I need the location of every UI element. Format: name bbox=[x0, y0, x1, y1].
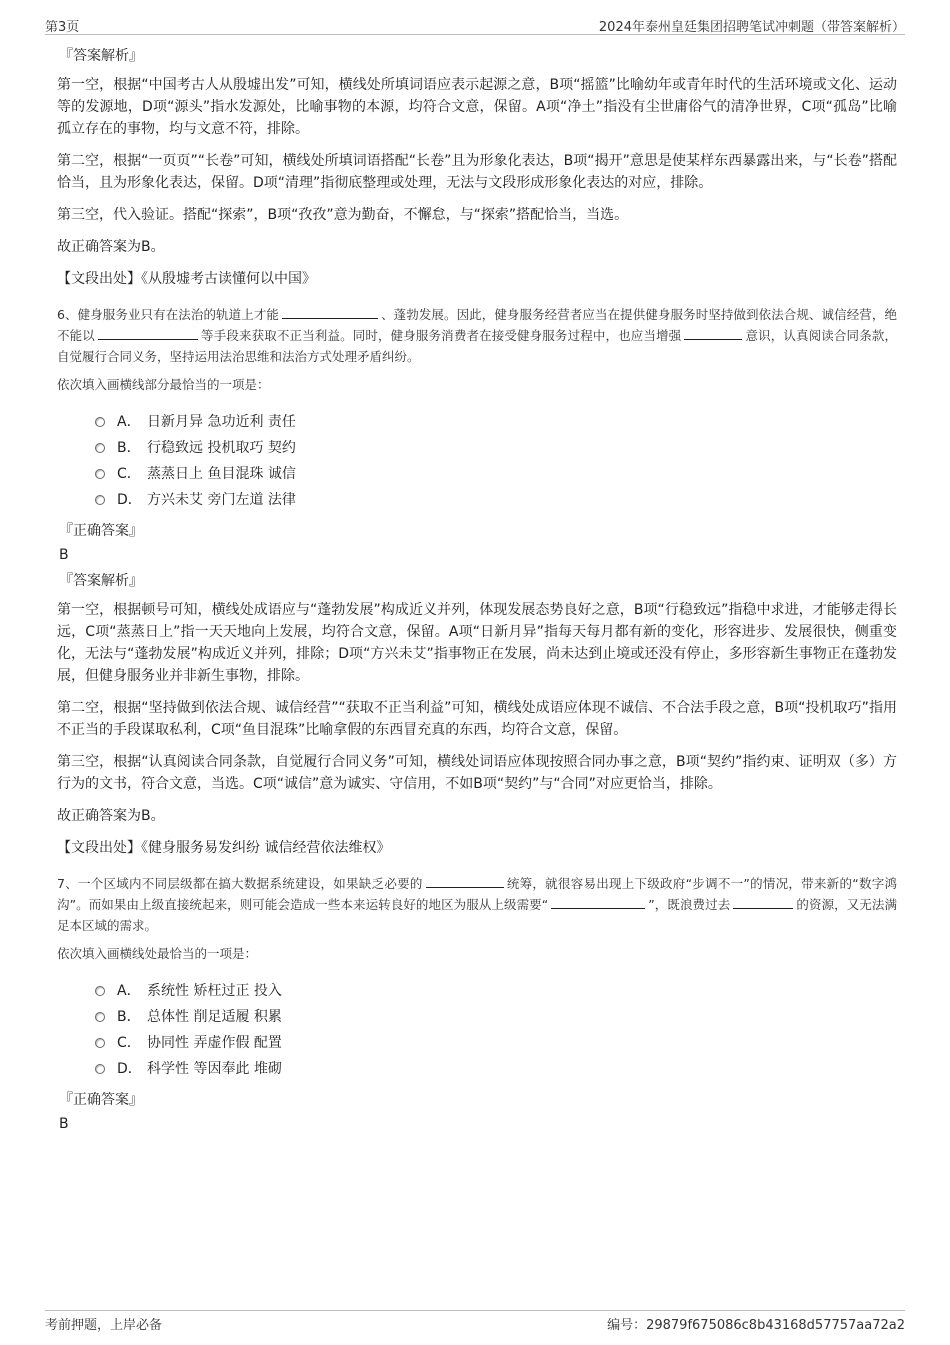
page-content bbox=[57, 40, 897, 1138]
blank-line bbox=[98, 327, 198, 340]
radio-icon[interactable] bbox=[95, 1012, 105, 1022]
answer-heading: 『正确答案』 bbox=[59, 1092, 143, 1108]
blank-line bbox=[426, 875, 504, 888]
blank-line bbox=[282, 306, 378, 319]
footer-slogan: 考前押题，上岸必备 bbox=[45, 1318, 163, 1333]
analysis-paragraph: 第一空，根据“中国考古人从殷墟出发”可知，横线处所填词语应表示起源之意，B项“摇篮”比喻幼年或青年时代的生活环境或文化、运动等的发源地，D项“源头”指水发源处，比喻事物的本源，均符合文意，保留。A项“净土”指没有尘世庸俗气的清净世界，C项“孤岛”比喻孤立存在的事物，均与文意不符，排除。 bbox=[57, 77, 897, 137]
radio-icon[interactable] bbox=[95, 1064, 105, 1074]
answer-value: B bbox=[59, 547, 69, 563]
question-6-text: 6、健身服务业只有在法治的轨道上才能 、蓬勃发展。因此，健身服务经营者应当在提供健身服务时坚持做到依法合规、诚信经营，绝不能以 等手段来获取不正当利益。同时，健身服务消费者在接受健身服务过程中，也应当增强 意识，认真阅读合同条款，自觉履行合同义务，坚持运用法治思维和法治方式处理矛盾纠纷。 bbox=[57, 307, 897, 364]
conclusion-paragraph: 故正确答案为B。 bbox=[57, 808, 165, 824]
page-number: 第3页 bbox=[45, 20, 80, 35]
answer-heading: 『正确答案』 bbox=[59, 523, 143, 539]
option-d[interactable]: D． 科学性 等因奉此 堆砌 bbox=[95, 1056, 897, 1082]
question-6-options bbox=[95, 409, 897, 513]
blank-line bbox=[551, 896, 645, 909]
option-b[interactable]: B． 总体性 削足适履 积累 bbox=[95, 1004, 897, 1030]
question-7-prompt: 依次填入画横线处最恰当的一项是： bbox=[57, 946, 258, 961]
analysis-heading: 『答案解析』 bbox=[59, 573, 143, 589]
option-d[interactable]: D． 方兴未艾 旁门左道 法律 bbox=[95, 487, 897, 513]
option-a[interactable]: A． 系统性 矫枉过正 投入 bbox=[95, 978, 897, 1004]
analysis-heading: 『答案解析』 bbox=[59, 48, 143, 64]
source-citation: 【文段出处】《健身服务易发纠纷 诚信经营依法维权》 bbox=[57, 840, 391, 856]
answer-value: B bbox=[59, 1116, 69, 1132]
page-header bbox=[45, 14, 905, 35]
document-title: 2024年泰州皇廷集团招聘笔试冲刺题（带答案解析） bbox=[598, 20, 905, 35]
analysis-paragraph: 第二空，根据“一页页”“长卷”可知，横线处所填词语搭配“长卷”且为形象化表达，B项“揭开”意思是使某样东西暴露出来，与“长卷”搭配恰当，且为形象化表达，保留。D项“清理”指彻底整理或处理，无法与文段形成形象化表达的对应，排除。 bbox=[57, 153, 897, 191]
option-a[interactable]: A． 日新月异 急功近利 责任 bbox=[95, 409, 897, 435]
source-citation: 【文段出处】《从殷墟考古读懂何以中国》 bbox=[57, 271, 316, 287]
document-code: 编号：29879f675086c8b43168d57757aa72a2 bbox=[607, 1318, 905, 1333]
radio-icon[interactable] bbox=[95, 1038, 105, 1048]
analysis-paragraph: 第二空，根据“坚持做到依法合规、诚信经营”“获取不正当利益”可知，横线处成语应体现不诚信、不合法手段之意，B项“投机取巧”指用不正当的手段谋取私利，C项“鱼目混珠”比喻拿假的东西冒充真的东西，均符合文意，保留。 bbox=[57, 700, 897, 738]
blank-line bbox=[733, 896, 793, 909]
analysis-paragraph: 第一空，根据顿号可知，横线处成语应与“蓬勃发展”构成近义并列，体现发展态势良好之意，B项“行稳致远”指稳中求进，才能够走得长远，C项“蒸蒸日上”指一天天地向上发展，均符合文意，保留。A项“日新月异”指每天每月都有新的变化，形容进步、发展很快，侧重变化，无法与“蓬勃发展”构成近义并列，排除；D项“方兴未艾”指事物正在发展，尚未达到止境或还没有停止，多形容新生事物正在蓬勃发展，但健身服务业并非新生事物，排除。 bbox=[57, 602, 897, 684]
analysis-paragraph: 第三空，根据“认真阅读合同条款，自觉履行合同义务”可知，横线处词语应体现按照合同办事之意，B项“契约”指约束、证明双（多）方行为的文书，符合文意，当选。C项“诚信”意为诚实、守信用，不如B项“契约”与“合同”对应更恰当，排除。 bbox=[57, 754, 897, 792]
analysis-paragraph: 第三空，代入验证。搭配“探索”，B项“孜孜”意为勤奋，不懈怠，与“探索”搭配恰当，当选。 bbox=[57, 207, 629, 223]
option-b[interactable]: B． 行稳致远 投机取巧 契约 bbox=[95, 435, 897, 461]
radio-icon[interactable] bbox=[95, 469, 105, 479]
blank-line bbox=[684, 327, 742, 340]
conclusion-paragraph: 故正确答案为B。 bbox=[57, 239, 165, 255]
option-c[interactable]: C． 协同性 弄虚作假 配置 bbox=[95, 1030, 897, 1056]
radio-icon[interactable] bbox=[95, 443, 105, 453]
question-7-options bbox=[95, 978, 897, 1082]
page-footer bbox=[45, 1310, 905, 1333]
question-7-text: 7、一个区域内不同层级都在搞大数据系统建设，如果缺乏必要的 统筹，就很容易出现上下级政府“步调不一”的情况，带来新的“数字鸿沟”。而如果由上级直接统起来，则可能会造成一些本来运转良好的地区为服从上级需要“ ”，既浪费过去 的资源，又无法满足本区域的需求。 bbox=[57, 876, 897, 933]
radio-icon[interactable] bbox=[95, 417, 105, 427]
option-c[interactable]: C． 蒸蒸日上 鱼目混珠 诚信 bbox=[95, 461, 897, 487]
question-6-prompt: 依次填入画横线部分最恰当的一项是： bbox=[57, 377, 270, 392]
radio-icon[interactable] bbox=[95, 986, 105, 996]
radio-icon[interactable] bbox=[95, 495, 105, 505]
